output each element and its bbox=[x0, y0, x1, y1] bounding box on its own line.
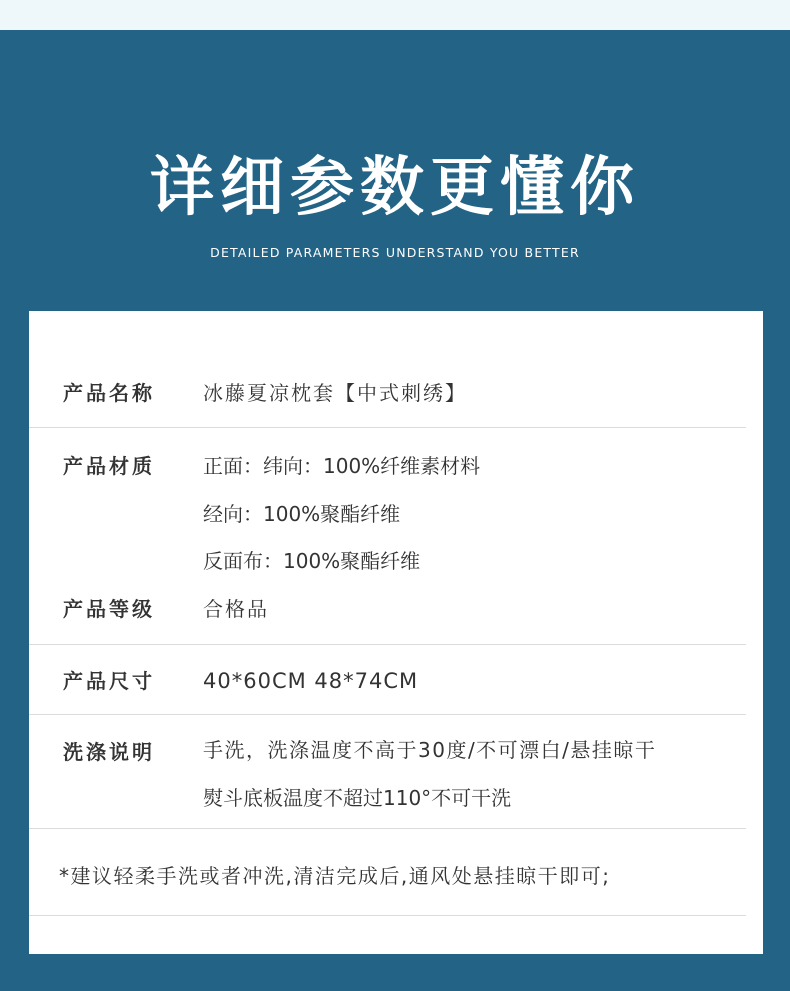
top-strip bbox=[0, 0, 790, 30]
wash-line-1: 手洗，洗涤温度不高于30度/不可漂白/悬挂晾干 bbox=[203, 738, 657, 762]
divider bbox=[29, 828, 746, 829]
material-line-1: 正面：纬向：100%纤维素材料 bbox=[203, 454, 481, 478]
grade-label: 产品等级 bbox=[63, 597, 155, 621]
size-value: 40*60CM 48*74CM bbox=[203, 669, 419, 693]
divider bbox=[29, 714, 746, 715]
material-label: 产品材质 bbox=[63, 454, 155, 478]
grade-value: 合格品 bbox=[203, 597, 269, 621]
divider bbox=[29, 427, 746, 428]
wash-line-2: 熨斗底板温度不超过110°不可干洗 bbox=[203, 786, 512, 810]
name-label: 产品名称 bbox=[63, 381, 155, 405]
page-subtitle: DETAILED PARAMETERS UNDERSTAND YOU BETTER bbox=[210, 245, 580, 260]
wash-label: 洗涤说明 bbox=[63, 740, 155, 764]
divider bbox=[29, 644, 746, 645]
size-label: 产品尺寸 bbox=[63, 669, 155, 693]
name-value: 冰藤夏凉枕套【中式刺绣】 bbox=[203, 381, 467, 405]
divider bbox=[29, 915, 746, 916]
parameters-card bbox=[29, 311, 763, 954]
page-title: 详细参数更懂你 bbox=[150, 151, 640, 225]
material-line-3: 反面布：100%聚酯纤维 bbox=[203, 549, 421, 573]
care-note: *建议轻柔手洗或者冲洗,清洁完成后,通风处悬挂晾干即可; bbox=[59, 864, 611, 888]
material-line-2: 经向：100%聚酯纤维 bbox=[203, 502, 401, 526]
